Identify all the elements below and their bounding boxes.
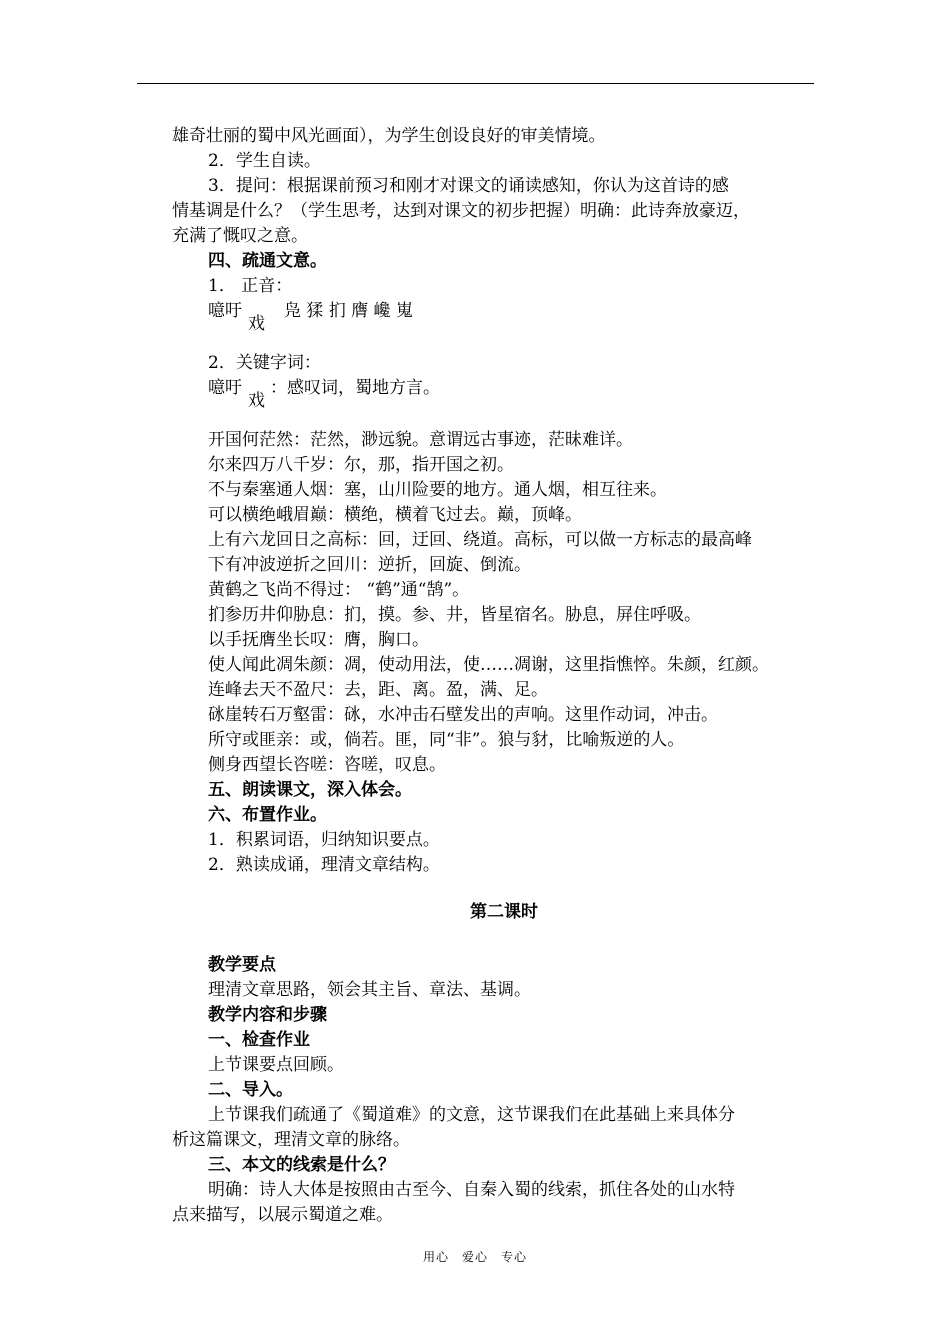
section-heading: 四、疏通文意。 (208, 251, 327, 271)
word-part: 噫吁 (208, 301, 242, 321)
section-heading: 六、布置作业。 (208, 805, 327, 825)
vocab-line: 使人闻此凋朱颜：凋，使动用法，使……凋谢，这里指憔悴。朱颜，红颜。 (208, 655, 769, 675)
paragraph-line: 2．关键字词： (208, 353, 321, 373)
vocab-line: 砯崖转石万壑雷：砯，水冲击石壁发出的声响。这里作动词，冲击。 (208, 705, 718, 725)
vocab-line: 连峰去天不盈尺：去，距、离。盈，满、足。 (208, 680, 548, 700)
paragraph-line: 充满了慨叹之意。 (172, 226, 308, 246)
page-footer: 用心 爱心 专心 (422, 1250, 527, 1264)
lesson-title: 第二课时 (470, 902, 538, 922)
paragraph-line: 情基调是什么？（学生思考，达到对课文的初步把握）明确：此诗奔放豪迈， (172, 201, 750, 221)
paragraph-line: 上节课要点回顾。 (208, 1055, 344, 1075)
paragraph-line: 点来描写，以展示蜀道之难。 (172, 1205, 393, 1225)
paragraph-line: 理清文章思路，领会其主旨、章法、基调。 (208, 980, 531, 1000)
paragraph-line: 析这篇课文，理清文章的脉络。 (172, 1130, 410, 1150)
vocab-line: 尔来四万八千岁：尔，那，指开国之初。 (208, 455, 514, 475)
paragraph-line: 2．学生自读。 (208, 151, 321, 171)
pronunciation-chars: 凫 猱 扪 膺 巉 嵬 (284, 301, 414, 321)
document-body (172, 124, 812, 1228)
paragraph-line: 雄奇壮丽的蜀中风光画面），为学生创设良好的审美情境。 (172, 126, 606, 146)
header-rule (137, 83, 814, 84)
vocab-line: 侧身西望长咨嗟：咨嗟，叹息。 (208, 755, 446, 775)
section-heading: 教学要点 (208, 955, 276, 975)
section-heading: 一、检查作业 (208, 1030, 310, 1050)
section-heading: 二、导入。 (208, 1080, 293, 1100)
paragraph-line: 1． 正音： (208, 276, 293, 296)
vocab-line: 上有六龙回日之高标：回，迂回、绕道。高标，可以做一方标志的最高峰 (208, 530, 752, 550)
word-part-sub: 戏 (248, 314, 265, 334)
vocab-line: 不与秦塞通人烟：塞，山川险要的地方。通人烟，相互往来。 (208, 480, 667, 500)
word-part: 噫吁 (208, 378, 242, 398)
vocab-line: 下有冲波逆折之回川：逆折，回旋、倒流。 (208, 555, 531, 575)
section-heading: 五、朗读课文，深入体会。 (208, 780, 412, 800)
vocab-line: 黄鹤之飞尚不得过： “鹤”通“鹄”。 (208, 580, 470, 600)
homework-item: 1．积累词语，归纳知识要点。 (208, 830, 440, 850)
word-part-sub: 戏 (248, 391, 265, 411)
pronunciation-line (172, 299, 812, 351)
section-heading: 三、本文的线索是什么？ (208, 1155, 395, 1175)
homework-item: 2．熟读成诵，理清文章结构。 (208, 855, 440, 875)
vocab-line: 所守或匪亲：或，倘若。匪，同“非”。狼与豺，比喻叛逆的人。 (208, 730, 685, 750)
section-heading: 教学内容和步骤 (208, 1005, 327, 1025)
definition: ：感叹词，蜀地方言。 (270, 378, 440, 398)
vocab-line: 扪参历井仰胁息：扪，摸。参、井，皆星宿名。胁息，屏住呼吸。 (208, 605, 701, 625)
vocab-line: 以手抚膺坐长叹：膺，胸口。 (208, 630, 429, 650)
vocab-line: 可以横绝峨眉巅：横绝，横着飞过去。巅，顶峰。 (208, 505, 582, 525)
paragraph-line: 明确：诗人大体是按照由古至今、自秦入蜀的线索，抓住各处的山水特 (208, 1180, 735, 1200)
pronunciation-line (172, 376, 812, 428)
paragraph-line: 上节课我们疏通了《蜀道难》的文意，这节课我们在此基础上来具体分 (208, 1105, 735, 1125)
vocab-line: 开国何茫然：茫然，渺远貌。意谓远古事迹，茫昧难详。 (208, 430, 633, 450)
paragraph-line: 3．提问：根据课前预习和刚才对课文的诵读感知，你认为这首诗的感 (208, 176, 729, 196)
